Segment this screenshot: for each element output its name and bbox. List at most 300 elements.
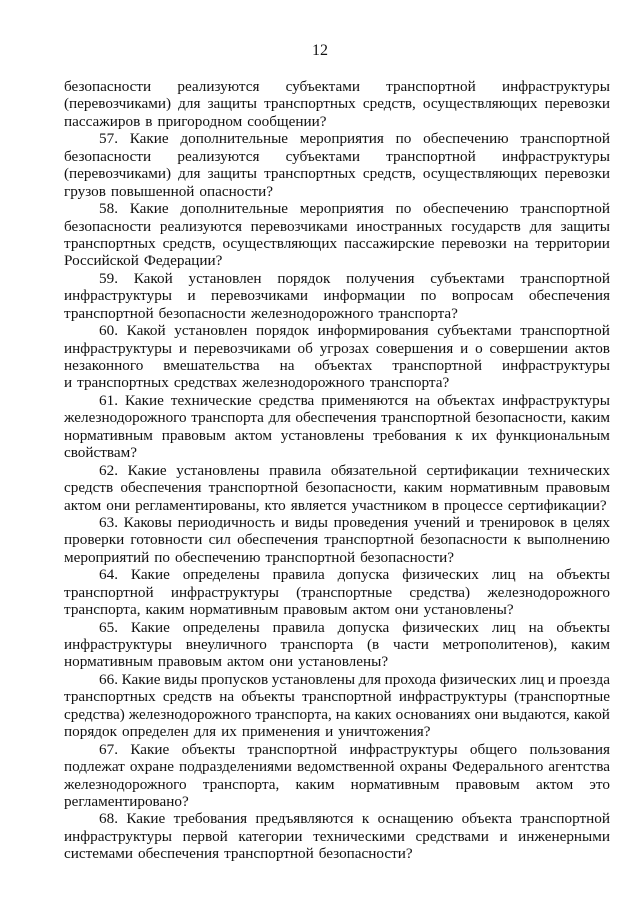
word: инфраструктуры <box>64 339 172 357</box>
word: Какие <box>124 391 164 409</box>
word: иностранных <box>356 217 443 235</box>
word: правовым <box>157 653 222 671</box>
text-line <box>64 758 610 775</box>
word: транспорта <box>280 636 354 653</box>
text-line <box>64 235 610 252</box>
word: применения <box>241 723 321 741</box>
word: нормативным <box>449 479 539 497</box>
word: транспортной <box>392 357 482 374</box>
word: и <box>460 339 469 357</box>
word: 66. <box>99 670 118 688</box>
text-line <box>64 305 610 322</box>
word: в <box>145 112 153 130</box>
word: пригородном <box>157 112 243 130</box>
text-line <box>64 218 610 235</box>
word: грузов <box>64 182 106 200</box>
text-line <box>64 514 610 531</box>
word: государств <box>451 217 521 235</box>
word: регламентировано? <box>64 792 189 810</box>
text-line <box>64 619 610 636</box>
word: реализуются <box>177 78 260 95</box>
text-line <box>64 427 610 444</box>
word: средств, <box>162 234 216 252</box>
text-line <box>64 479 610 496</box>
word: физических <box>402 618 479 636</box>
word: подразделениями <box>179 758 292 776</box>
word: субъектами <box>285 78 360 95</box>
word: технических <box>528 461 610 479</box>
word: информирования <box>317 322 429 340</box>
text-line <box>64 392 610 409</box>
word: участником <box>351 496 427 514</box>
word: требования <box>173 810 248 828</box>
word: транспортной <box>64 304 154 322</box>
word: железнодорожного <box>64 409 187 427</box>
text-line <box>64 688 610 705</box>
word: обеспечения <box>237 531 319 549</box>
word: сил <box>208 531 232 549</box>
word: для <box>268 409 291 427</box>
word: дополнительные <box>180 130 289 148</box>
word: правовым <box>283 601 348 619</box>
word: транспорта <box>191 409 264 427</box>
word: это <box>589 775 610 793</box>
word: инфраструктуры <box>349 740 458 758</box>
word: 58. <box>99 200 118 218</box>
word: незаконного <box>64 357 144 374</box>
word: и <box>187 287 196 305</box>
word: транспортных <box>264 95 356 113</box>
text-line <box>64 584 610 601</box>
word: защиты <box>207 95 257 113</box>
word: Какие <box>127 461 167 479</box>
text-line <box>64 497 610 514</box>
word: Какие <box>126 810 166 828</box>
word: 63. <box>99 513 118 531</box>
word: определены <box>182 566 260 584</box>
word: железнодорожного <box>128 705 252 723</box>
word: (транспортные <box>514 688 610 706</box>
word: обеспечению <box>423 200 509 218</box>
word: транспортной <box>386 78 476 95</box>
word: внеуличного <box>185 636 267 653</box>
word: объекты <box>241 688 295 706</box>
word: субъектами <box>437 322 512 340</box>
word: их <box>471 426 488 444</box>
word: для <box>178 165 201 183</box>
word: транспорта? <box>369 374 450 392</box>
word: по <box>420 287 437 305</box>
text-line <box>64 444 610 461</box>
word: транспортных <box>77 374 169 392</box>
word: и <box>280 513 290 531</box>
text-line <box>64 270 610 287</box>
word: актом <box>535 775 574 793</box>
word: на <box>335 705 351 723</box>
word: безопасности, <box>305 479 397 497</box>
word: дополнительные <box>180 200 289 218</box>
text-line <box>64 78 610 95</box>
word: осуществляющих <box>222 234 338 252</box>
word: безопасности <box>158 304 246 322</box>
word: транспортной <box>224 845 314 863</box>
word: железнодорожного <box>64 775 187 793</box>
word: для <box>178 95 201 113</box>
text-line <box>64 671 610 688</box>
word: учений <box>413 513 461 531</box>
word: инфраструктуры <box>398 688 507 706</box>
word: Какой <box>133 269 173 287</box>
word: информации <box>323 287 406 305</box>
word: (транспортные <box>296 583 393 601</box>
word: установлены <box>176 461 260 479</box>
word: ведомственной <box>297 758 395 776</box>
word: совершения <box>375 339 454 357</box>
word: они <box>106 496 131 514</box>
text-line <box>64 322 610 339</box>
word: тренировок <box>479 513 555 531</box>
body-text <box>64 78 610 863</box>
word: предъявляются <box>255 810 354 828</box>
word: и <box>325 723 334 741</box>
word: транспортных <box>64 688 156 706</box>
word: каким <box>403 479 443 497</box>
word: Какие <box>121 670 161 688</box>
word: транспорта, <box>64 601 141 619</box>
word: на <box>415 391 431 409</box>
page-number: 12 <box>312 42 328 59</box>
word: обеспечению <box>423 130 509 148</box>
word: железнодорожного <box>250 304 374 322</box>
word: вмешательства <box>163 357 260 374</box>
word: каким <box>570 636 610 653</box>
word: о <box>475 339 483 357</box>
word: получения <box>346 269 415 287</box>
word: обязательной <box>330 461 417 479</box>
word: обеспечения <box>120 479 202 497</box>
word: сообщении? <box>247 112 327 130</box>
word: правовым <box>545 479 610 497</box>
text-line <box>64 653 610 670</box>
word: Какие <box>130 566 170 584</box>
word: средств, <box>362 165 416 183</box>
word: инфраструктуры <box>170 583 279 601</box>
word: Какие <box>129 130 169 148</box>
word: порядок <box>64 723 118 741</box>
word: сертификации <box>426 461 519 479</box>
word: целях <box>572 513 610 531</box>
word: перевозки <box>544 95 610 113</box>
word: проверки <box>64 531 125 549</box>
word: мероприятия <box>299 130 384 148</box>
text-line <box>64 357 610 374</box>
word: средств <box>162 688 213 706</box>
word: перевозчиками <box>211 287 309 305</box>
word: нормативным <box>64 653 153 671</box>
word: виды <box>164 670 198 688</box>
word: Федерации? <box>143 252 223 270</box>
word: субъектами <box>285 147 360 165</box>
text-line <box>64 113 610 130</box>
word: транспортной <box>265 548 356 566</box>
word: уничтожения? <box>338 723 431 741</box>
word: безопасности? <box>360 548 455 566</box>
word: для <box>193 723 217 741</box>
word: транспортных <box>264 165 356 183</box>
text-line <box>64 183 610 200</box>
text-line <box>64 776 610 793</box>
word: обеспечения <box>137 845 220 863</box>
word: 57. <box>99 130 118 148</box>
word: осуществляющих <box>422 95 538 113</box>
word: готовности <box>130 531 203 549</box>
word: пропусков <box>201 670 269 688</box>
word: совершении <box>489 339 569 357</box>
word: объекта <box>461 810 512 828</box>
word: транспортной <box>247 740 338 758</box>
word: средств <box>64 479 114 497</box>
word: транспорта, <box>202 775 280 793</box>
word: Федерального <box>452 758 544 776</box>
word: безопасности, <box>475 409 567 427</box>
text-line <box>64 636 610 653</box>
word: порядок <box>277 269 331 287</box>
word: пассажирские <box>343 234 435 252</box>
word: определены <box>182 618 260 636</box>
word: технические <box>170 391 252 409</box>
text-line <box>64 374 610 391</box>
word: инженерными <box>518 827 610 845</box>
word: транспортной <box>208 479 299 497</box>
word: в <box>560 513 568 531</box>
word: к <box>361 810 370 828</box>
word: процессе <box>443 496 503 514</box>
word: актом <box>64 496 102 514</box>
word: выдаются, <box>502 705 570 723</box>
word: установлены <box>280 426 365 444</box>
word: охраны <box>399 758 448 776</box>
word: Какие <box>130 618 170 636</box>
word: и <box>465 513 475 531</box>
word: по <box>395 200 412 218</box>
word: инфраструктуры <box>64 287 172 305</box>
word: установлен <box>174 322 248 340</box>
word: они <box>394 601 419 619</box>
word: периодичность <box>177 513 276 531</box>
word: нормативным <box>64 426 153 444</box>
word: объекты <box>556 566 610 584</box>
word: транспортной <box>520 269 610 287</box>
word: вопросам <box>451 287 514 305</box>
word: является <box>290 496 347 514</box>
word: виды <box>294 513 328 531</box>
word: реализуются <box>159 217 242 235</box>
word: объекты <box>556 618 610 636</box>
text-line <box>64 810 610 827</box>
word: прохода <box>384 670 437 688</box>
word: выполнению <box>526 531 610 549</box>
word: защиты <box>560 217 610 235</box>
word: инфраструктуры <box>64 827 172 845</box>
text-line <box>64 200 610 217</box>
word: безопасности? <box>318 845 413 863</box>
word: безопасности <box>64 78 152 95</box>
word: лиц <box>491 566 516 584</box>
word: перевозчиками <box>250 217 348 235</box>
word: они <box>474 705 499 723</box>
word: какой <box>573 705 610 723</box>
word: пассажиров <box>64 112 141 130</box>
word: средства) <box>409 583 471 601</box>
word: реализуются <box>177 147 260 165</box>
text-line <box>64 706 610 723</box>
word: об <box>297 339 313 357</box>
word: (перевозчиками) <box>64 165 172 183</box>
word: и <box>499 827 508 845</box>
word: каким <box>570 409 610 427</box>
text-line <box>64 549 610 566</box>
word: 62. <box>99 461 118 479</box>
word: порядок <box>256 322 310 340</box>
word: железнодорожного <box>242 374 365 392</box>
word: мероприятий <box>64 548 150 566</box>
word: мероприятия <box>299 200 384 218</box>
word: средства) <box>64 705 125 723</box>
word: определен <box>122 723 189 741</box>
word: безопасности <box>64 217 152 235</box>
word: свойствам? <box>64 444 137 462</box>
word: части <box>392 636 429 653</box>
word: установлены? <box>423 601 514 619</box>
text-line <box>64 793 610 810</box>
word: обеспечения <box>528 287 610 305</box>
word: на <box>513 234 529 252</box>
text-line <box>64 723 610 740</box>
text-line <box>64 287 610 304</box>
word: угрозах <box>319 339 370 357</box>
text-line <box>64 462 610 479</box>
word: объектах <box>314 357 373 374</box>
word: защиты <box>207 165 257 183</box>
word: средств, <box>362 95 416 113</box>
word: транспортной <box>520 810 610 828</box>
word: транспортной <box>381 409 471 427</box>
word: нормативным <box>189 601 279 619</box>
word: они <box>269 653 294 671</box>
word: актом <box>234 426 272 444</box>
word: правовым <box>455 775 520 793</box>
word: оснащению <box>377 810 454 828</box>
word: перевозки <box>544 165 610 183</box>
word: осуществляющих <box>422 165 538 183</box>
word: Каковы <box>123 513 172 531</box>
word: охране <box>129 758 174 776</box>
word: опасности? <box>199 182 273 200</box>
word: регламентированы, <box>135 496 260 514</box>
word: транспортной <box>520 322 610 340</box>
text-line <box>64 531 610 548</box>
word: общего <box>469 740 518 758</box>
word: лиц <box>491 618 516 636</box>
word: инфраструктуры <box>501 147 610 165</box>
word: 64. <box>99 566 118 584</box>
word: перевозчиками <box>193 339 291 357</box>
word: актом <box>226 653 265 671</box>
word: железнодорожного <box>487 583 610 601</box>
text-line <box>64 130 610 147</box>
word: для <box>358 670 381 688</box>
word: транспортной <box>324 531 414 549</box>
word: проведения <box>333 513 409 531</box>
word: безопасности <box>64 147 152 165</box>
word: безопасности <box>420 531 508 549</box>
word: транспортной <box>520 130 610 148</box>
word: 65. <box>99 618 118 636</box>
word: правила <box>269 461 322 479</box>
word: каким <box>295 775 335 793</box>
word: субъектами <box>430 269 505 287</box>
text-line <box>64 95 610 112</box>
word: средствах <box>173 374 238 392</box>
word: системами <box>64 845 133 863</box>
text-line <box>64 828 610 845</box>
word: 61. <box>99 391 118 409</box>
word: инфраструктуры <box>64 636 172 653</box>
word: физических <box>402 566 479 584</box>
word: каких <box>354 705 392 723</box>
word: на <box>279 357 295 374</box>
word: метрополитенов), <box>442 636 558 653</box>
word: допуска <box>337 566 390 584</box>
word: правила <box>272 618 325 636</box>
word: средства <box>258 391 315 409</box>
word: установлены? <box>298 653 389 671</box>
word: (в <box>366 636 380 653</box>
word: транспортной <box>64 583 154 601</box>
word: транспорта, <box>255 705 332 723</box>
word: и <box>547 670 556 688</box>
word: нормативным <box>350 775 440 793</box>
word: их <box>221 723 237 741</box>
word: техническими <box>313 827 405 845</box>
word: основаниях <box>395 705 471 723</box>
word: обеспечения <box>295 409 377 427</box>
word: 60. <box>99 322 118 340</box>
word: по <box>395 130 412 148</box>
word: применяются <box>321 391 409 409</box>
word: транспорта? <box>378 304 458 322</box>
text-line <box>64 741 610 758</box>
word: на <box>528 618 544 636</box>
word: агентства <box>548 758 610 776</box>
word: актом <box>352 601 390 619</box>
word: сертификации? <box>507 496 607 514</box>
word: кто <box>264 496 286 514</box>
word: 59. <box>99 269 118 287</box>
word: средствами <box>415 827 489 845</box>
word: установлены <box>271 670 356 688</box>
word: проезда <box>559 670 610 688</box>
text-line <box>64 566 610 583</box>
word: транспортной <box>386 147 476 165</box>
word: на <box>528 566 544 584</box>
word: к <box>513 531 521 549</box>
word: повышенной <box>110 182 195 200</box>
word: (перевозчиками) <box>64 95 172 113</box>
word: правовым <box>161 426 226 444</box>
text-line <box>64 845 610 862</box>
word: перевозки <box>441 234 507 252</box>
